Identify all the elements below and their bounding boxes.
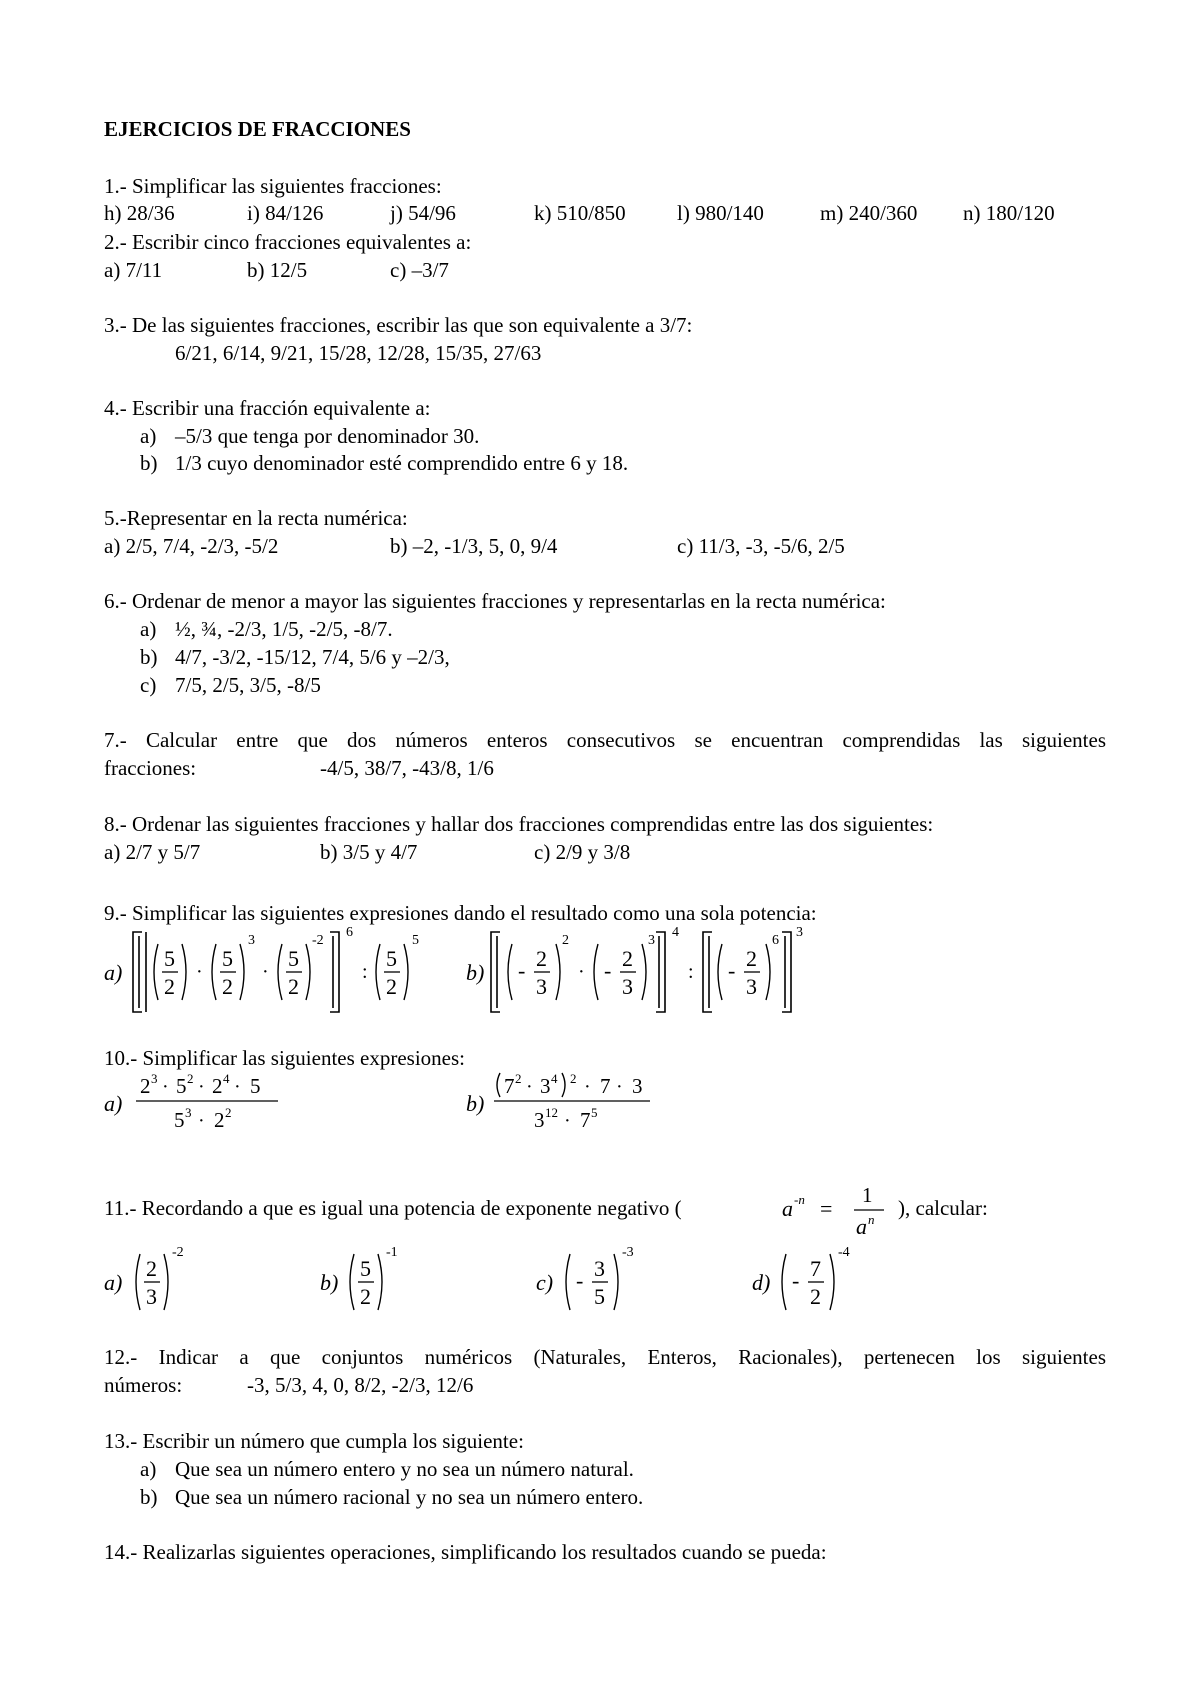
svg-text:3: 3 xyxy=(534,1108,545,1132)
ex13-item-a: Que sea un número entero y no sea un número natural. xyxy=(175,1457,634,1481)
svg-text:-: - xyxy=(518,958,526,983)
svg-text:3: 3 xyxy=(622,974,633,999)
svg-text:-2: -2 xyxy=(172,1245,184,1260)
svg-text:7: 7 xyxy=(504,1074,515,1098)
svg-text:2: 2 xyxy=(515,1071,522,1086)
ex9-label-a: a) xyxy=(104,960,123,985)
ex5-item-a: a) 2/5, 7/4, -2/3, -5/2 xyxy=(104,534,279,558)
svg-text:-: - xyxy=(728,958,736,983)
svg-text:3: 3 xyxy=(536,974,547,999)
ex10-expressions xyxy=(0,1065,1200,1135)
ex6-label-a: a) xyxy=(140,617,157,641)
exercise-4-statement: 4.- Escribir una fracción equivalente a: xyxy=(104,396,431,420)
svg-text:=: = xyxy=(820,1196,833,1221)
svg-text:3: 3 xyxy=(540,1074,551,1098)
svg-text::: : xyxy=(688,961,694,983)
svg-text:-: - xyxy=(792,1268,800,1293)
ex1-item-i: i) 84/126 xyxy=(247,201,324,225)
svg-text:2: 2 xyxy=(360,1284,371,1309)
ex7-list: -4/5, 38/7, -43/8, 1/6 xyxy=(320,756,494,780)
svg-text:4: 4 xyxy=(672,925,679,940)
ex11-expressions xyxy=(0,1240,1200,1320)
exercise-9-statement: 9.- Simplificar las siguientes expresiones dando el resultado como una sola potencia: xyxy=(104,901,817,925)
ex1-item-j: j) 54/96 xyxy=(390,201,456,225)
exercise-3-statement: 3.- De las siguientes fracciones, escribir las que son equivalente a 3/7: xyxy=(104,313,693,337)
svg-text:4: 4 xyxy=(551,1071,558,1086)
svg-text:2: 2 xyxy=(164,974,175,999)
ex11-negative-exponent-formula xyxy=(776,1178,896,1238)
ex13-item-b: Que sea un número racional y no sea un número entero. xyxy=(175,1485,644,1509)
svg-text:3: 3 xyxy=(151,1071,158,1086)
svg-text:·: · xyxy=(578,961,585,983)
ex10-label-a: a) xyxy=(104,1091,123,1116)
ex5-item-c: c) 11/3, -3, -5/6, 2/5 xyxy=(677,534,845,558)
exercise-6-statement: 6.- Ordenar de menor a mayor las siguientes fracciones y representarlas en la recta numérica: xyxy=(104,589,886,613)
svg-text:2: 2 xyxy=(536,946,547,971)
svg-text:a: a xyxy=(856,1214,867,1238)
svg-text:5: 5 xyxy=(176,1074,187,1098)
exercise-8-statement: 8.- Ordenar las siguientes fracciones y hallar dos fracciones comprendidas entre las dos siguientes: xyxy=(104,812,934,836)
ex4-label-b: b) xyxy=(140,451,158,475)
exercise-14-statement: 14.- Realizarlas siguientes operaciones, simplificando los resultados cuando se pueda: xyxy=(104,1540,827,1564)
ex5-item-b: b) –2, -1/3, 5, 0, 9/4 xyxy=(390,534,558,558)
svg-text:3: 3 xyxy=(796,925,803,940)
ex6-label-b: b) xyxy=(140,645,158,669)
ex9-expressions xyxy=(0,920,1200,1025)
exercise-2-statement: 2.- Escribir cinco fracciones equivalentes a: xyxy=(104,230,472,254)
svg-text:·: · xyxy=(196,961,203,983)
svg-text:5: 5 xyxy=(174,1108,185,1132)
ex1-item-k: k) 510/850 xyxy=(534,201,626,225)
ex2-item-c: c) –3/7 xyxy=(390,258,449,282)
ex4-item-a: –5/3 que tenga por denominador 30. xyxy=(175,424,480,448)
svg-text:3: 3 xyxy=(632,1074,643,1098)
svg-text:3: 3 xyxy=(648,933,655,948)
ex8-item-b: b) 3/5 y 4/7 xyxy=(320,840,418,864)
svg-text:5: 5 xyxy=(386,946,397,971)
svg-text:2: 2 xyxy=(212,1074,223,1098)
svg-text:2: 2 xyxy=(570,1071,577,1086)
svg-text:n: n xyxy=(868,1212,875,1227)
svg-text:2: 2 xyxy=(288,974,299,999)
svg-text:5: 5 xyxy=(412,933,419,948)
svg-text:2: 2 xyxy=(187,1071,194,1086)
ex6-item-a: ½, ¾, -2/3, 1/5, -2/5, -8/7. xyxy=(175,617,393,641)
svg-text:-3: -3 xyxy=(622,1245,634,1260)
svg-text:3: 3 xyxy=(248,933,255,948)
ex9-label-b: b) xyxy=(466,960,485,985)
svg-text:3: 3 xyxy=(146,1284,157,1309)
ex1-item-h: h) 28/36 xyxy=(104,201,175,225)
ex6-label-c: c) xyxy=(140,673,157,697)
svg-text:2: 2 xyxy=(140,1074,151,1098)
svg-text:12: 12 xyxy=(545,1105,558,1120)
svg-text:·: · xyxy=(564,1110,571,1132)
ex13-label-a: a) xyxy=(140,1457,157,1481)
svg-text:5: 5 xyxy=(222,946,233,971)
svg-text:·: · xyxy=(526,1076,533,1098)
svg-text:2: 2 xyxy=(222,974,233,999)
ex4-label-a: a) xyxy=(140,424,157,448)
svg-text:·: · xyxy=(198,1110,205,1132)
exercise-11-statement-end: ), calcular: xyxy=(898,1196,988,1220)
svg-text:4: 4 xyxy=(223,1071,230,1086)
svg-text:7: 7 xyxy=(810,1256,821,1281)
svg-text:3: 3 xyxy=(594,1256,605,1281)
svg-text:-: - xyxy=(604,958,612,983)
ex13-label-b: b) xyxy=(140,1485,158,1509)
svg-text:5: 5 xyxy=(250,1074,261,1098)
svg-text:2: 2 xyxy=(225,1105,232,1120)
svg-text:2: 2 xyxy=(562,933,569,948)
svg-text:6: 6 xyxy=(772,933,779,948)
svg-text:-2: -2 xyxy=(312,933,324,948)
svg-text:2: 2 xyxy=(146,1256,157,1281)
svg-text:5: 5 xyxy=(591,1105,598,1120)
svg-text:-4: -4 xyxy=(838,1245,850,1260)
exercise-10-statement: 10.- Simplificar las siguientes expresiones: xyxy=(104,1046,466,1070)
ex1-item-l: l) 980/140 xyxy=(677,201,764,225)
exercise-13-statement: 13.- Escribir un número que cumpla los siguiente: xyxy=(104,1429,524,1453)
svg-text:6: 6 xyxy=(346,925,353,940)
ex3-list: 6/21, 6/14, 9/21, 15/28, 12/28, 15/35, 27/63 xyxy=(175,341,542,365)
ex12-list: -3, 5/3, 4, 0, 8/2, -2/3, 12/6 xyxy=(247,1373,474,1397)
svg-text:·: · xyxy=(234,1076,241,1098)
svg-text:2: 2 xyxy=(386,974,397,999)
svg-text:3: 3 xyxy=(746,974,757,999)
exercise-5-statement: 5.-Representar en la recta numérica: xyxy=(104,506,408,530)
svg-text:·: · xyxy=(584,1076,591,1098)
exercise-7-statement: 7.- Calcular entre que dos números enteros consecutivos se encuentran comprendidas las siguientes xyxy=(104,728,1106,752)
svg-text:5: 5 xyxy=(360,1256,371,1281)
page-title: EJERCICIOS DE FRACCIONES xyxy=(104,117,411,141)
ex11-label-a: a) xyxy=(104,1270,123,1295)
svg-text:a: a xyxy=(782,1196,793,1221)
ex2-item-b: b) 12/5 xyxy=(247,258,308,282)
svg-text:5: 5 xyxy=(594,1284,605,1309)
svg-text:·: · xyxy=(162,1076,169,1098)
ex2-item-a: a) 7/11 xyxy=(104,258,163,282)
exercise-1-statement: 1.- Simplificar las siguientes fracciones: xyxy=(104,174,442,198)
svg-text:2: 2 xyxy=(214,1108,225,1132)
svg-text:2: 2 xyxy=(622,946,633,971)
svg-text:2: 2 xyxy=(810,1284,821,1309)
ex11-label-c: c) xyxy=(536,1270,554,1295)
svg-text:-: - xyxy=(576,1268,584,1293)
ex1-item-n: n) 180/120 xyxy=(963,201,1055,225)
svg-text:2: 2 xyxy=(746,946,757,971)
svg-text:·: · xyxy=(198,1076,205,1098)
ex11-label-b: b) xyxy=(320,1270,339,1295)
exercise-7-statement-cont: fracciones: xyxy=(104,756,197,780)
svg-text:·: · xyxy=(616,1076,623,1098)
ex8-item-c: c) 2/9 y 3/8 xyxy=(534,840,631,864)
ex6-item-b: 4/7, -3/2, -15/12, 7/4, 5/6 y –2/3, xyxy=(175,645,450,669)
ex6-item-c: 7/5, 2/5, 3/5, -8/5 xyxy=(175,673,321,697)
ex11-label-d: d) xyxy=(752,1270,771,1295)
svg-text:3: 3 xyxy=(185,1105,192,1120)
svg-text:·: · xyxy=(262,961,269,983)
svg-text::: : xyxy=(362,961,368,983)
svg-text:-n: -n xyxy=(794,1192,805,1207)
svg-text:-1: -1 xyxy=(386,1245,398,1260)
ex8-item-a: a) 2/7 y 5/7 xyxy=(104,840,201,864)
svg-text:7: 7 xyxy=(580,1108,591,1132)
ex10-label-b: b) xyxy=(466,1091,485,1116)
exercise-11-statement: 11.- Recordando a que es igual una potencia de exponente negativo ( xyxy=(104,1196,682,1220)
svg-text:1: 1 xyxy=(862,1183,873,1207)
svg-text:7: 7 xyxy=(600,1074,611,1098)
svg-text:5: 5 xyxy=(288,946,299,971)
ex1-item-m: m) 240/360 xyxy=(820,201,918,225)
exercise-12-statement: 12.- Indicar a que conjuntos numéricos (Naturales, Enteros, Racionales), pertenecen los siguientes xyxy=(104,1345,1106,1369)
ex4-item-b: 1/3 cuyo denominador esté comprendido entre 6 y 18. xyxy=(175,451,629,475)
svg-text:5: 5 xyxy=(164,946,175,971)
exercise-12-statement-cont: números: xyxy=(104,1373,183,1397)
